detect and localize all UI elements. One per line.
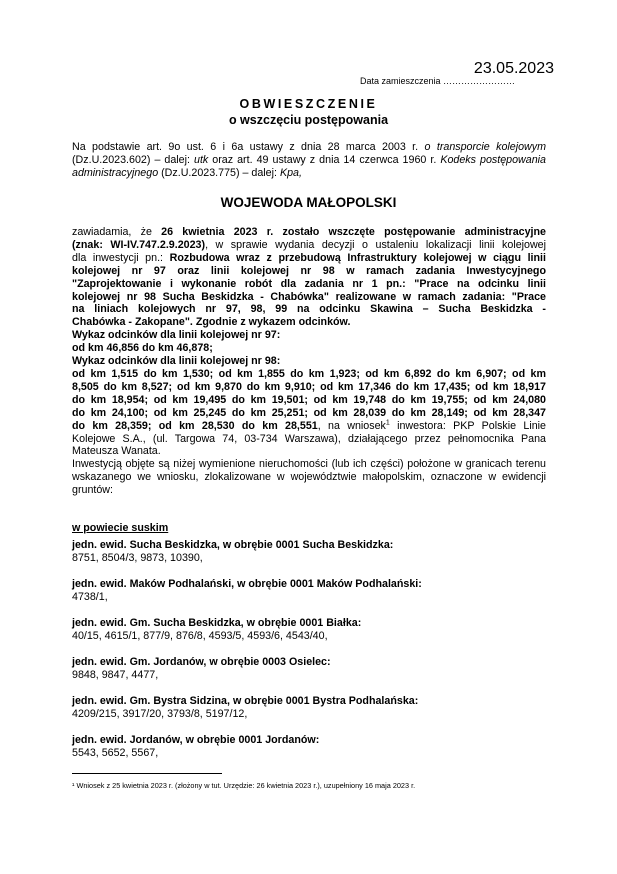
- body-text: zawiadamia, że: [72, 226, 162, 238]
- district-heading: w powiecie suskim: [72, 522, 169, 534]
- intro-text: Na podstawie art. 9o ust. 6 i 6a ustawy z dnia 28 marca 2003 r.: [72, 141, 425, 153]
- parcel-section-heading: jedn. ewid. Jordanów, w obrębie 0001 Jordanów:: [72, 734, 320, 746]
- body-line: [72, 226, 546, 239]
- intro-abbrev: utk: [194, 154, 209, 166]
- parcel-section-heading: jedn. ewid. Gm. Jordanów, w obrębie 0003 Osielec:: [72, 656, 331, 668]
- parcel-numbers: 4738/1,: [72, 591, 108, 603]
- title-block: [0, 97, 617, 127]
- footnote-divider: [72, 773, 222, 774]
- segment-list: 8,505 do km 8,527; od km 9,870 do km 9,910; od km 17,346 do km 17,435; od km 18,917: [72, 380, 546, 393]
- intro-text: (Dz.U.2023.775) – dalej:: [158, 167, 280, 179]
- publication-date-label: Data zamieszczenia ……………………: [360, 76, 516, 86]
- body-line: kolejowej nr 97 oraz linii kolejowej nr 98 w ramach zadania Inwestycyjnego: [72, 264, 546, 277]
- body-text-bold: 26 kwietnia 2023 r. zostało wszczęte postępowanie administracyjne: [161, 226, 546, 238]
- parcel-section: [72, 695, 546, 721]
- parcel-section-heading: jedn. ewid. Gm. Sucha Beskidzka, w obrębie 0001 Białka:: [72, 617, 362, 629]
- parcel-section: [72, 734, 546, 760]
- body-paragraph: Inwestycją objęte są niżej wymienione nieruchomości (lub ich części) położone w granicach terenu wskazanego we wniosku, zlokalizowane w województwie małopolskim, oznaczone w ewidencji gruntów:: [72, 458, 546, 497]
- parcel-section-heading: jedn. ewid. Gm. Bystra Sidzina, w obrębie 0001 Bystra Podhalańska:: [72, 695, 419, 707]
- parcel-section: [72, 539, 546, 565]
- intro-act-name: o transporcie kolejowym: [424, 141, 546, 153]
- segment-list: od km 46,856 do km 46,878;: [72, 342, 213, 355]
- body-text-bold: Rozbudowa wraz z przebudową Infrastruktury kolejowej w ciągu linii: [169, 251, 546, 264]
- body-line: "Zaprojektowanie i wykonanie robót dla zadania nr 1 pn.: "Prace na odcinku linii: [72, 277, 546, 290]
- parcel-list: [72, 522, 546, 760]
- parcel-numbers: 8751, 8504/3, 9873, 10390,: [72, 552, 203, 564]
- publication-date-block: [360, 60, 560, 90]
- parcel-section-heading: jedn. ewid. Sucha Beskidzka, w obrębie 0001 Sucha Beskidzka:: [72, 539, 394, 551]
- segment-list: do km 28,359; od km 28,530 do km 28,551: [72, 419, 318, 432]
- body-text: dla inwestycji pn.:: [72, 251, 170, 264]
- body-line: kolejowej nr 98 Sucha Beskidzka - Chabówka" realizowane w ramach zadania: "Prace: [72, 290, 546, 303]
- segment-list-heading: Wykaz odcinków dla linii kolejowej nr 97:: [72, 329, 281, 342]
- parcel-numbers: 4209/215, 3917/20, 3793/8, 5197/12,: [72, 708, 248, 720]
- body-line: [72, 252, 546, 265]
- parcel-section: [72, 617, 546, 643]
- intro-abbrev: Kpa,: [279, 167, 302, 179]
- body-line: [72, 239, 546, 252]
- intro-text: oraz art. 49 ustawy z dnia 14 czerwca 1960 r.: [208, 154, 441, 166]
- body-line: Kolejowe S.A., (ul. Targowa 74, 03-734 Warszawa), działającego przez pełnomocnika Pana: [72, 432, 546, 445]
- body-line: Mateusza Wanata.: [72, 445, 161, 458]
- footnote: ¹ Wniosek z 25 kwietnia 2023 r. (złożony w tut. Urzędzie: 26 kwietnia 2023 r.), uzupełniony 16 maja 2023 r.: [72, 781, 416, 790]
- authority-heading: WOJEWODA MAŁOPOLSKI: [220, 195, 397, 210]
- page-title: OBWIESZCZENIE: [239, 97, 378, 111]
- parcel-section: [72, 578, 546, 604]
- intro-text: (Dz.U.2023.602) – dalej:: [72, 154, 194, 166]
- parcel-section: [72, 656, 546, 682]
- body-line: na liniach kolejowych nr 97, 98, 99 na odcinku Skawina – Sucha Beskidzka -: [72, 303, 546, 316]
- segment-list-heading: Wykaz odcinków dla linii kolejowej nr 98:: [72, 355, 281, 368]
- body-line: [72, 420, 546, 433]
- body-text: inwestora: PKP Polskie Linie: [389, 419, 546, 432]
- body-line: Chabówka - Zakopane". Zgodnie z wykazem odcinków.: [72, 316, 351, 329]
- parcel-numbers: 9848, 9847, 4477,: [72, 669, 159, 681]
- page-subtitle: o wszczęciu postępowania: [228, 113, 389, 127]
- parcel-numbers: 40/15, 4615/1, 877/9, 876/8, 4593/5, 4593/6, 4543/40,: [72, 630, 328, 642]
- case-reference: (znak: WI-IV.747.2.9.2023): [72, 238, 206, 251]
- legal-basis-paragraph: [72, 141, 546, 180]
- footnote-mark: 1: [385, 419, 390, 427]
- parcel-section-heading: jedn. ewid. Maków Podhalański, w obrębie 0001 Maków Podhalański:: [72, 578, 422, 590]
- body-text: , w sprawie wydania decyzji o ustaleniu lokalizacji linii kolejowej: [205, 238, 546, 251]
- parcel-numbers: 5543, 5652, 5567,: [72, 747, 159, 759]
- publication-date: 23.05.2023: [473, 60, 554, 77]
- segment-list: od km 1,515 do km 1,530; od km 1,855 do km 1,923; od km 6,892 do km 6,907; od km: [72, 367, 546, 380]
- segment-list: do km 24,100; od km 25,245 do km 25,251; od km 28,039 do km 28,149; od km 28,347: [72, 406, 546, 419]
- notice-body: [72, 226, 546, 497]
- segment-list: do km 18,954; od km 19,495 do km 19,501; od km 19,748 do km 19,755; od km 24,080: [72, 393, 546, 406]
- body-text: , na wniosek: [317, 419, 386, 432]
- intro-act-name: Kodeks postępowania administracyjnego: [72, 154, 546, 179]
